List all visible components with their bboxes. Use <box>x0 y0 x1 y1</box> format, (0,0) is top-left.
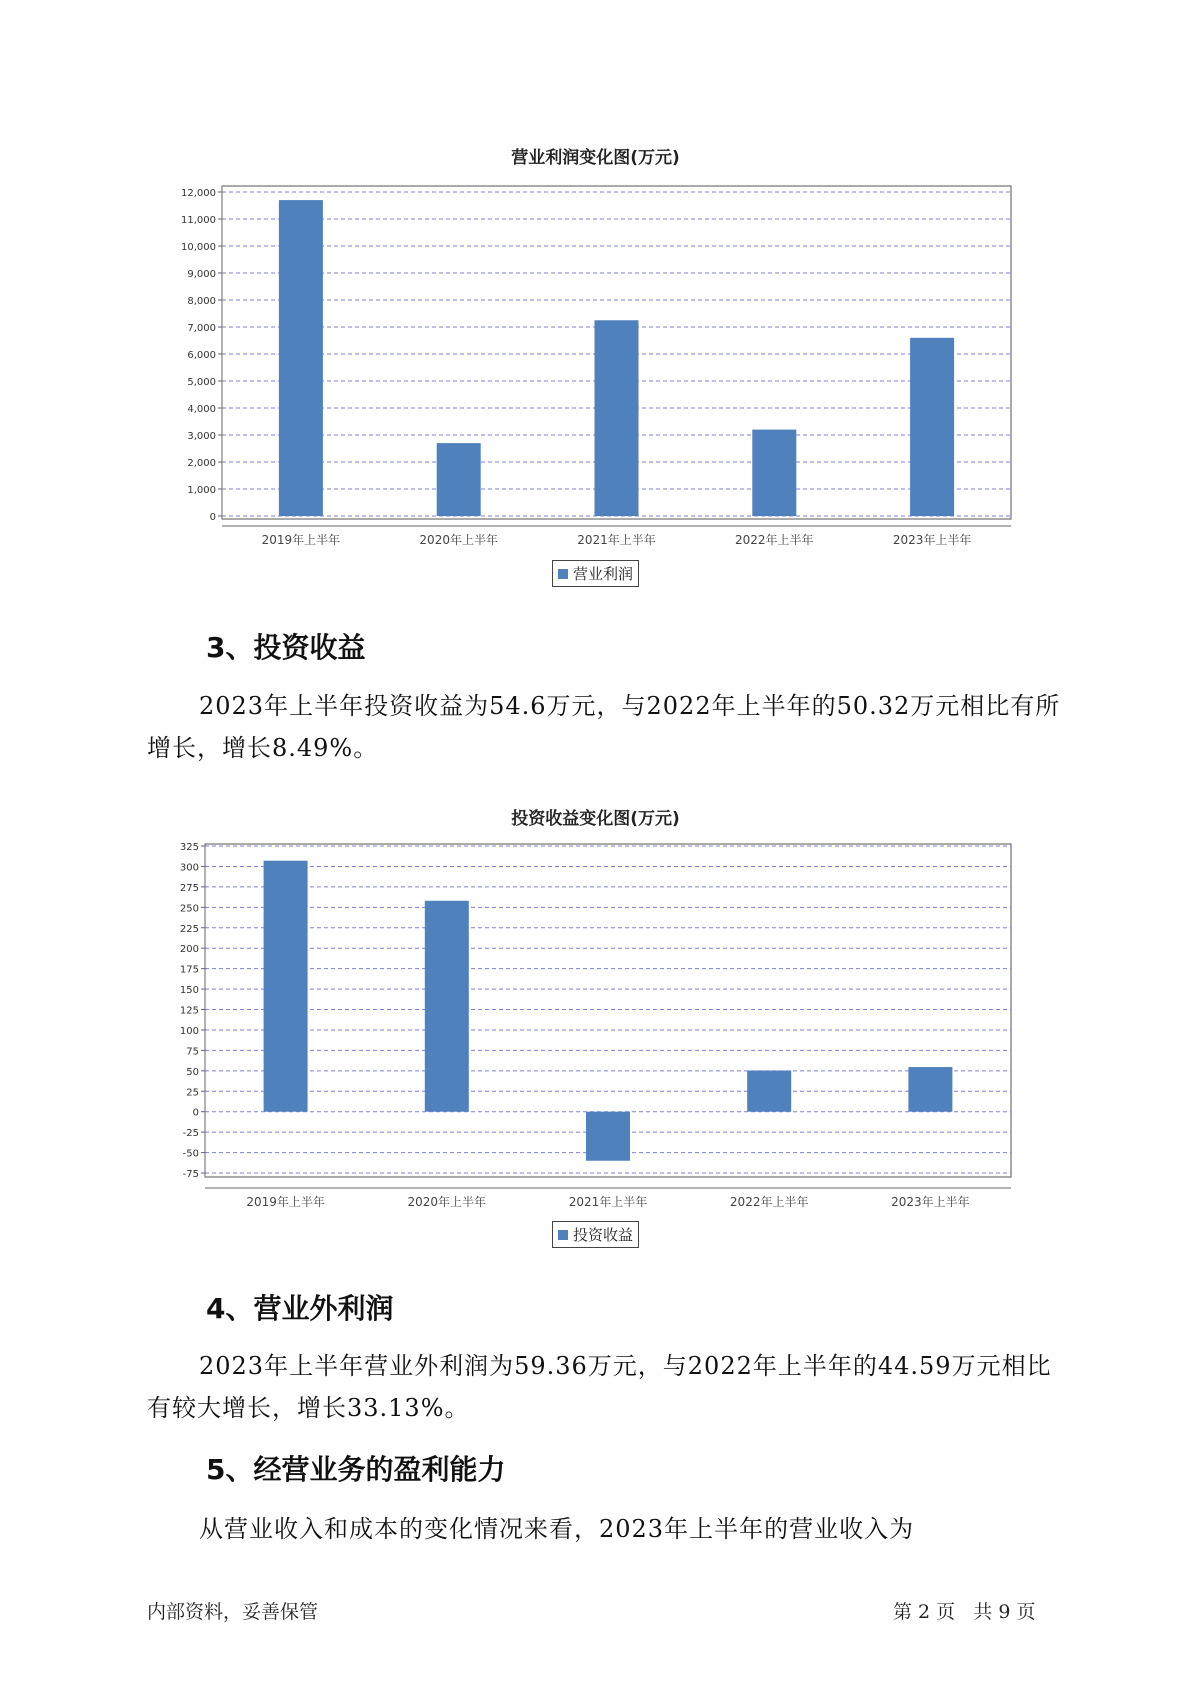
y-tick-label: 75 <box>186 1046 199 1058</box>
y-tick-label: 9,000 <box>187 269 216 280</box>
y-tick-label: 125 <box>179 1005 199 1017</box>
y-tick-label: 3,000 <box>187 431 216 442</box>
x-tick-label: 2020年上半年 <box>419 533 498 547</box>
section-paragraph: 2023年上半年投资收益为54.6万元，与2022年上半年的50.32万元相比有所增长，增长8.49%。 <box>147 692 1061 762</box>
bar <box>908 1067 952 1112</box>
y-tick-label: 175 <box>179 964 199 976</box>
footer-page-number: 第 2 页 共 9 页 <box>893 1601 1036 1623</box>
x-tick-label: 2020年上半年 <box>407 1195 487 1209</box>
y-tick-label: 225 <box>179 923 199 935</box>
x-tick-label: 2023年上半年 <box>891 1195 970 1209</box>
section-heading: 3、投资收益 <box>206 631 366 664</box>
legend-swatch <box>558 1230 568 1240</box>
y-tick-label: 100 <box>179 1025 199 1037</box>
y-tick-label: 0 <box>192 1107 199 1119</box>
chart-title: 投资收益变化图(万元) <box>511 809 680 829</box>
y-tick-label: -75 <box>182 1169 199 1180</box>
y-tick-label: 275 <box>179 882 199 894</box>
legend-label: 营业利润 <box>573 565 634 583</box>
y-tick-label: 12,000 <box>181 188 216 199</box>
x-tick-label: 2019年上半年 <box>246 1195 325 1209</box>
y-tick-label: 150 <box>179 985 199 997</box>
section-paragraph: 从营业收入和成本的变化情况来看，2023年上半年的营业收入为 <box>199 1515 915 1543</box>
y-tick-label: 300 <box>179 862 199 874</box>
y-tick-label: 7,000 <box>187 323 216 334</box>
y-tick-label: -25 <box>182 1128 199 1140</box>
chart-title: 营业利润变化图(万元) <box>511 148 680 168</box>
x-tick-label: 2022年上半年 <box>735 533 814 547</box>
footer-left: 内部资料，妥善保管 <box>147 1601 319 1623</box>
bar <box>425 901 469 1112</box>
x-tick-label: 2019年上半年 <box>261 533 341 547</box>
bar <box>264 861 308 1112</box>
chart-legend <box>552 1221 639 1248</box>
y-tick-label: 25 <box>186 1087 199 1099</box>
y-tick-label: 6,000 <box>187 350 216 361</box>
y-tick-label: 325 <box>179 842 199 853</box>
section-heading: 5、经营业务的盈利能力 <box>206 1453 506 1486</box>
x-tick-label: 2021年上半年 <box>568 1195 648 1209</box>
y-tick-label: 8,000 <box>187 296 216 307</box>
section-heading: 4、营业外利润 <box>206 1292 394 1325</box>
y-tick-label: 5,000 <box>187 377 216 388</box>
y-tick-label: 0 <box>209 512 216 523</box>
legend-label: 投资收益 <box>573 1226 634 1244</box>
y-tick-label: 200 <box>179 944 199 956</box>
x-tick-label: 2022年上半年 <box>729 1195 809 1209</box>
bar <box>747 1071 791 1112</box>
y-tick-label: 2,000 <box>187 458 216 469</box>
y-tick-label: 11,000 <box>181 215 216 226</box>
y-tick-label: 50 <box>186 1066 199 1078</box>
bar <box>586 1112 630 1161</box>
section-paragraph: 2023年上半年营业外利润为59.36万元，与2022年上半年的44.59万元相比有较大增长，增长33.13%。 <box>147 1352 1052 1422</box>
y-tick-label: 4,000 <box>187 404 216 415</box>
y-tick-label: 250 <box>179 903 199 915</box>
y-tick-label: -50 <box>182 1148 199 1160</box>
x-tick-label: 2021年上半年 <box>577 533 656 547</box>
x-tick-label: 2023年上半年 <box>892 533 972 547</box>
y-tick-label: 10,000 <box>181 242 216 253</box>
y-tick-label: 1,000 <box>187 485 216 496</box>
